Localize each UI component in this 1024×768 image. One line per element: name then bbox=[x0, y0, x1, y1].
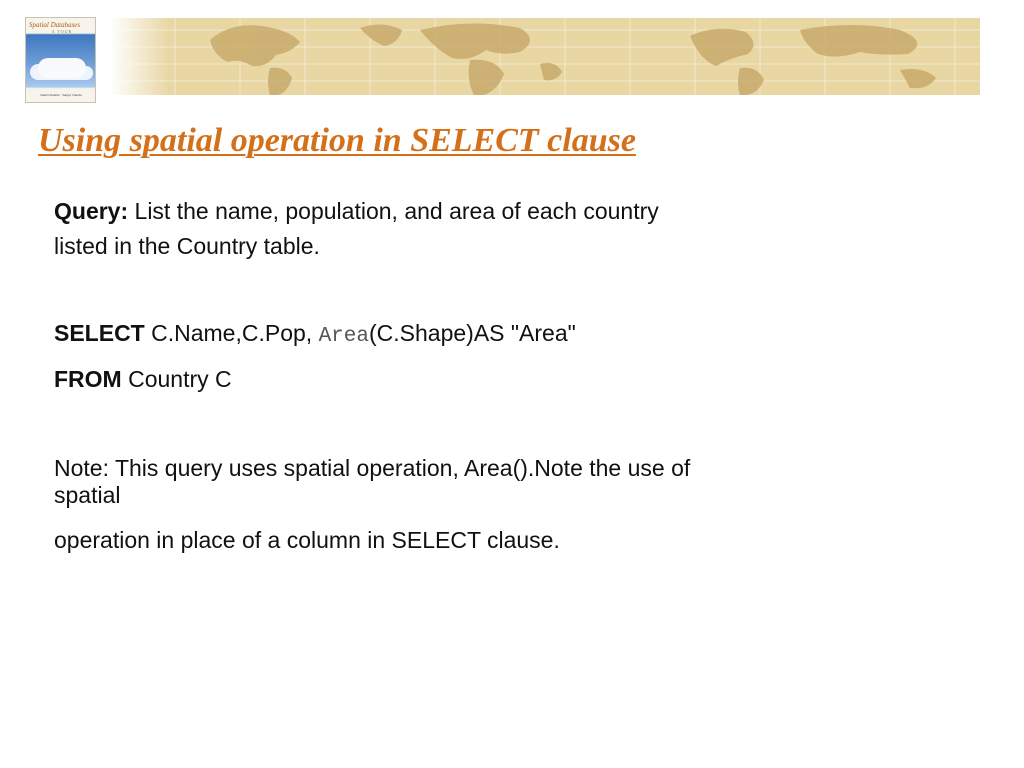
world-map-banner bbox=[0, 0, 1024, 110]
sql-from-line bbox=[54, 366, 232, 393]
from-keyword: FROM bbox=[54, 366, 122, 392]
book-subtitle: A TOUR bbox=[51, 29, 73, 34]
select-shape-alias: (C.Shape)AS "Area" bbox=[369, 320, 576, 346]
slide-title: Using spatial operation in SELECT clause bbox=[38, 122, 636, 159]
cloud-illustration bbox=[38, 58, 86, 78]
note-line-2: spatial bbox=[54, 482, 121, 508]
query-line-1 bbox=[54, 198, 659, 225]
area-function: Area bbox=[318, 325, 369, 348]
note-line-3: operation in place of a column in SELECT clause. bbox=[54, 527, 560, 553]
book-title: Spatial Databases bbox=[29, 21, 81, 29]
select-columns: C.Name,C.Pop, bbox=[144, 320, 319, 346]
note-line-1: Note: This query uses spatial operation, Area().Note the use of bbox=[54, 455, 691, 481]
query-line-2: listed in the Country table. bbox=[54, 233, 320, 259]
select-keyword: SELECT bbox=[54, 320, 145, 346]
book-authors: Shashi Shekhar · Sanjay Chawla bbox=[40, 93, 82, 97]
book-cover-logo bbox=[25, 17, 96, 103]
header-banner bbox=[0, 0, 1024, 110]
query-label: Query: bbox=[54, 198, 129, 224]
from-table: Country C bbox=[121, 366, 232, 392]
sql-select-line bbox=[54, 320, 576, 348]
query-text-1: List the name, population, and area of each country bbox=[128, 198, 659, 224]
